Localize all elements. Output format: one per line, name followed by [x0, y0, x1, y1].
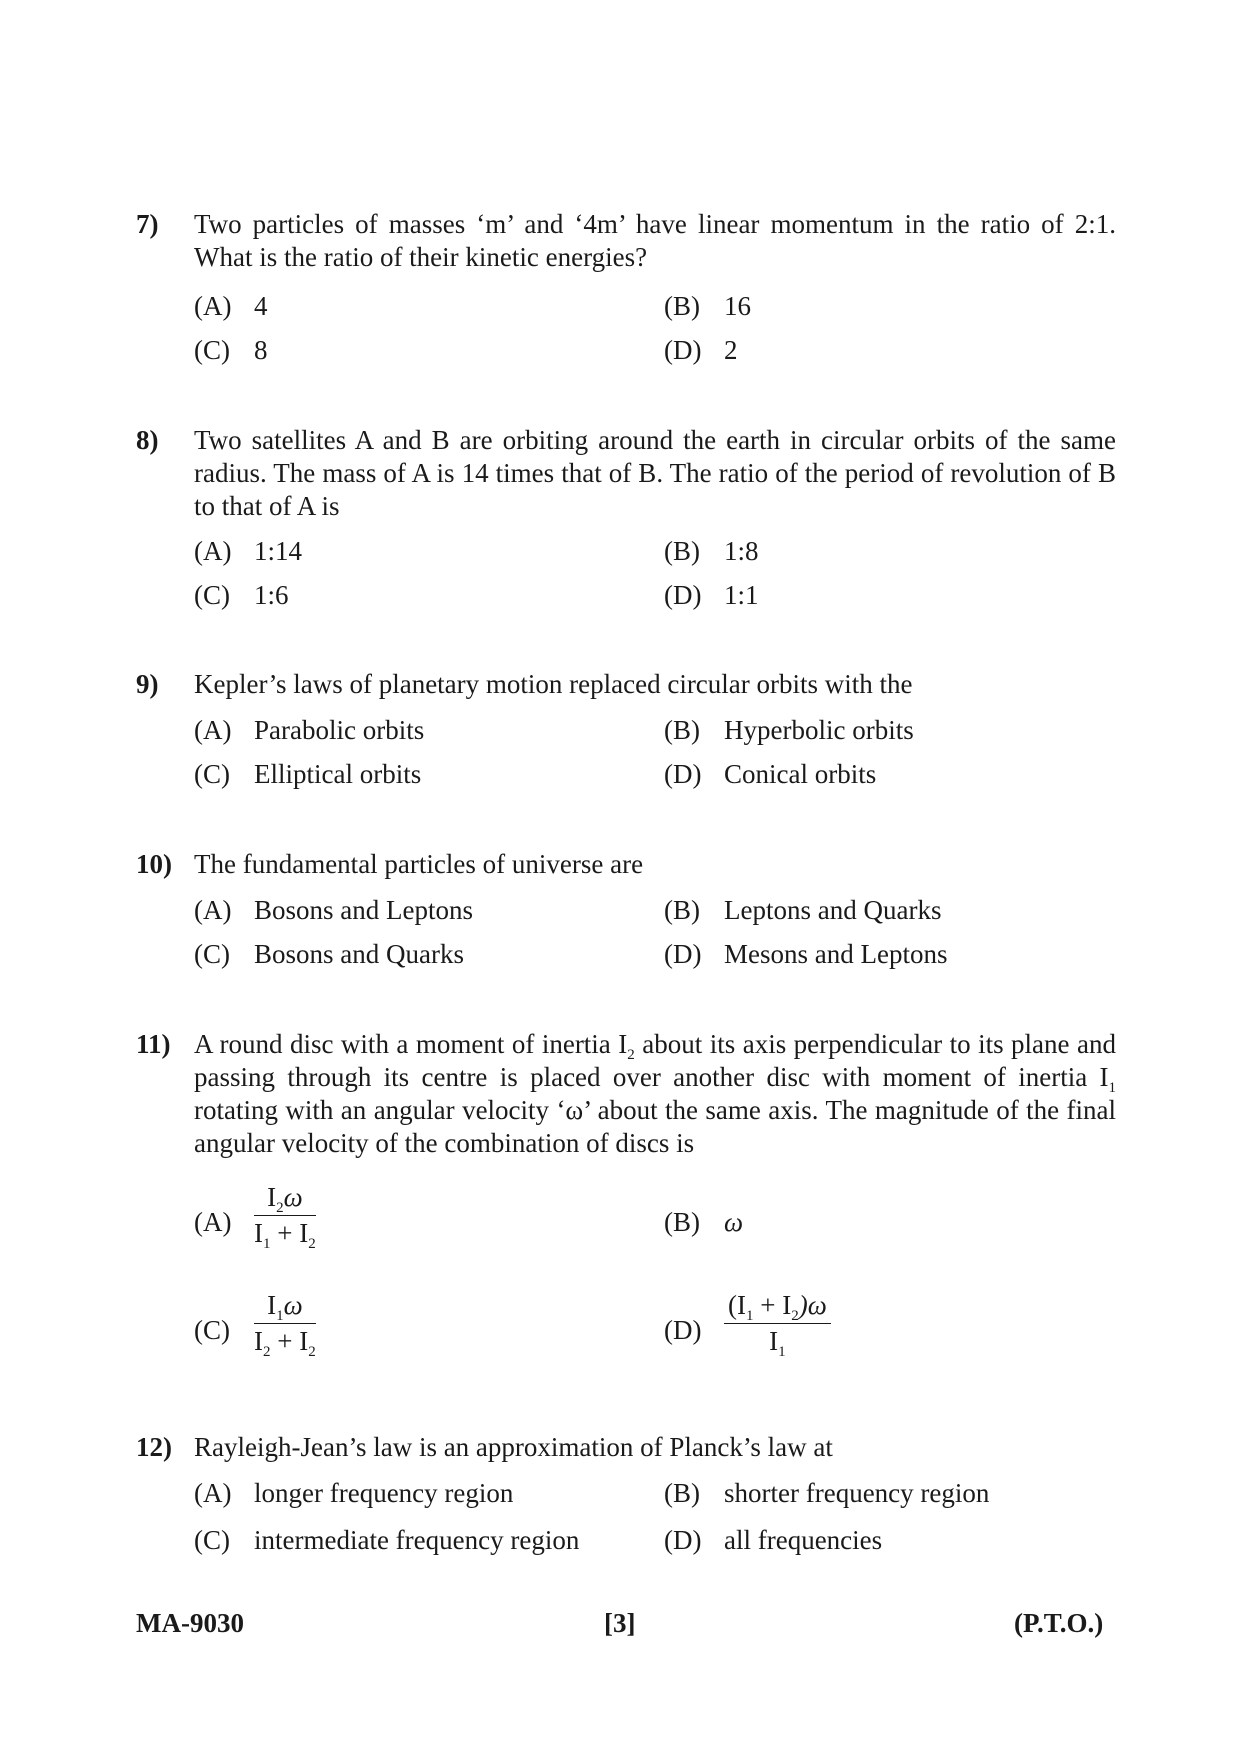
option-label: (C) — [194, 335, 230, 365]
numerator: $I_1\omega$ — [254, 1290, 316, 1324]
question-number: 10) — [136, 849, 172, 879]
question-number: 11) — [136, 1029, 171, 1059]
question-number: 8) — [136, 425, 159, 455]
option-text: 4 — [254, 291, 268, 321]
question-text: Rayleigh-Jean’s law is an approximation of Planck’s law at — [194, 1432, 833, 1462]
option-text: all frequencies — [724, 1525, 883, 1555]
option-d — [664, 1524, 882, 1557]
option-label: (B) — [664, 291, 700, 321]
option-label: (D) — [664, 335, 702, 365]
question-text: Two particles of masses ‘m’ and ‘4m’ have linear momentum in the ratio of 2:1. What is the ratio of their kinetic energies? — [194, 209, 1116, 272]
option-text: 1:1 — [724, 580, 759, 610]
footer-code: MA-9030 — [136, 1608, 244, 1638]
option-label: (D) — [664, 939, 702, 969]
option-c — [194, 1524, 579, 1557]
option-label: (B) — [664, 1478, 700, 1508]
denominator: $I_2 + I_2$ — [254, 1326, 316, 1360]
option-a — [194, 894, 473, 927]
option-text: Hyperbolic orbits — [724, 715, 914, 745]
option-label: (B) — [664, 1207, 700, 1237]
option-a — [194, 1477, 513, 1510]
option-label: (B) — [664, 895, 700, 925]
option-label: (D) — [664, 580, 702, 610]
question-text: Two satellites A and B are orbiting around the earth in circular orbits of the same radius. The mass of A is 14 times that of B. The ratio of the period of revolution of B to that of A is — [194, 425, 1116, 521]
option-label: (D) — [664, 1315, 702, 1345]
numerator: $(I_1 + I_2)\omega$ — [724, 1290, 831, 1324]
question-number: 7) — [136, 209, 159, 239]
option-b — [664, 290, 751, 323]
option-label: (A) — [194, 1207, 232, 1237]
option-label: (C) — [194, 580, 230, 610]
option-text: Mesons and Leptons — [724, 939, 948, 969]
option-d — [664, 334, 738, 367]
option-text: shorter frequency region — [724, 1478, 990, 1508]
question-number: 9) — [136, 669, 159, 699]
option-text: Leptons and Quarks — [724, 895, 942, 925]
numerator: $I_2\omega$ — [254, 1182, 316, 1216]
option-label: (C) — [194, 1315, 230, 1345]
option-label: (B) — [664, 536, 700, 566]
fraction-c — [254, 1290, 316, 1360]
option-text: 1:14 — [254, 536, 303, 566]
option-c — [194, 579, 289, 612]
option-text: longer frequency region — [254, 1478, 514, 1508]
option-text: 8 — [254, 335, 268, 365]
option-text: ω — [724, 1207, 744, 1237]
option-label: (D) — [664, 759, 702, 789]
option-b — [664, 714, 914, 747]
option-a — [194, 535, 302, 568]
option-label: (C) — [194, 1525, 230, 1555]
question-text: A round disc with a moment of inertia $I_2$ about its axis perpendicular to its plane and passing through its centre is placed over another disc with moment of inertia $I_1$ rotating with an angular velocity ‘ω’ about the same axis. The magnitude of the final angular velocity of the combination of discs is — [194, 1029, 1116, 1158]
option-a — [194, 290, 268, 323]
question-text: Kepler’s laws of planetary motion replaced circular orbits with the — [194, 669, 913, 699]
option-d — [664, 938, 947, 971]
option-label: (C) — [194, 939, 230, 969]
option-c — [194, 334, 268, 367]
option-label: (B) — [664, 715, 700, 745]
option-text: Elliptical orbits — [254, 759, 422, 789]
option-text: Parabolic orbits — [254, 715, 425, 745]
fraction-d — [724, 1290, 831, 1360]
option-text: 1:8 — [724, 536, 759, 566]
question-number: 12) — [136, 1432, 172, 1462]
option-label: (A) — [194, 895, 232, 925]
denominator: $I_1 + I_2$ — [254, 1218, 316, 1252]
option-label: (A) — [194, 291, 232, 321]
option-c — [194, 1314, 254, 1347]
option-label: (D) — [664, 1525, 702, 1555]
option-text: Conical orbits — [724, 759, 877, 789]
option-text: intermediate frequency region — [254, 1525, 580, 1555]
option-b — [664, 535, 759, 568]
option-c — [194, 758, 421, 791]
option-text: Bosons and Quarks — [254, 939, 464, 969]
option-d — [664, 1314, 724, 1347]
fraction-a — [254, 1182, 316, 1252]
option-d — [664, 758, 876, 791]
question-text: The fundamental particles of universe are — [194, 849, 644, 879]
option-text: Bosons and Leptons — [254, 895, 473, 925]
option-a — [194, 1206, 254, 1239]
option-b — [664, 894, 941, 927]
option-text: 16 — [724, 291, 751, 321]
option-text: 2 — [724, 335, 738, 365]
option-label: (A) — [194, 715, 232, 745]
option-text: 1:6 — [254, 580, 289, 610]
footer-page-number: [3] — [604, 1608, 636, 1638]
option-label: (A) — [194, 536, 232, 566]
option-d — [664, 579, 759, 612]
option-b — [664, 1477, 989, 1510]
option-label: (C) — [194, 759, 230, 789]
denominator: $I_1$ — [769, 1326, 786, 1360]
option-a — [194, 714, 424, 747]
option-c — [194, 938, 464, 971]
footer-pto: (P.T.O.) — [1014, 1608, 1104, 1638]
option-label: (A) — [194, 1478, 232, 1508]
option-b — [664, 1206, 743, 1239]
